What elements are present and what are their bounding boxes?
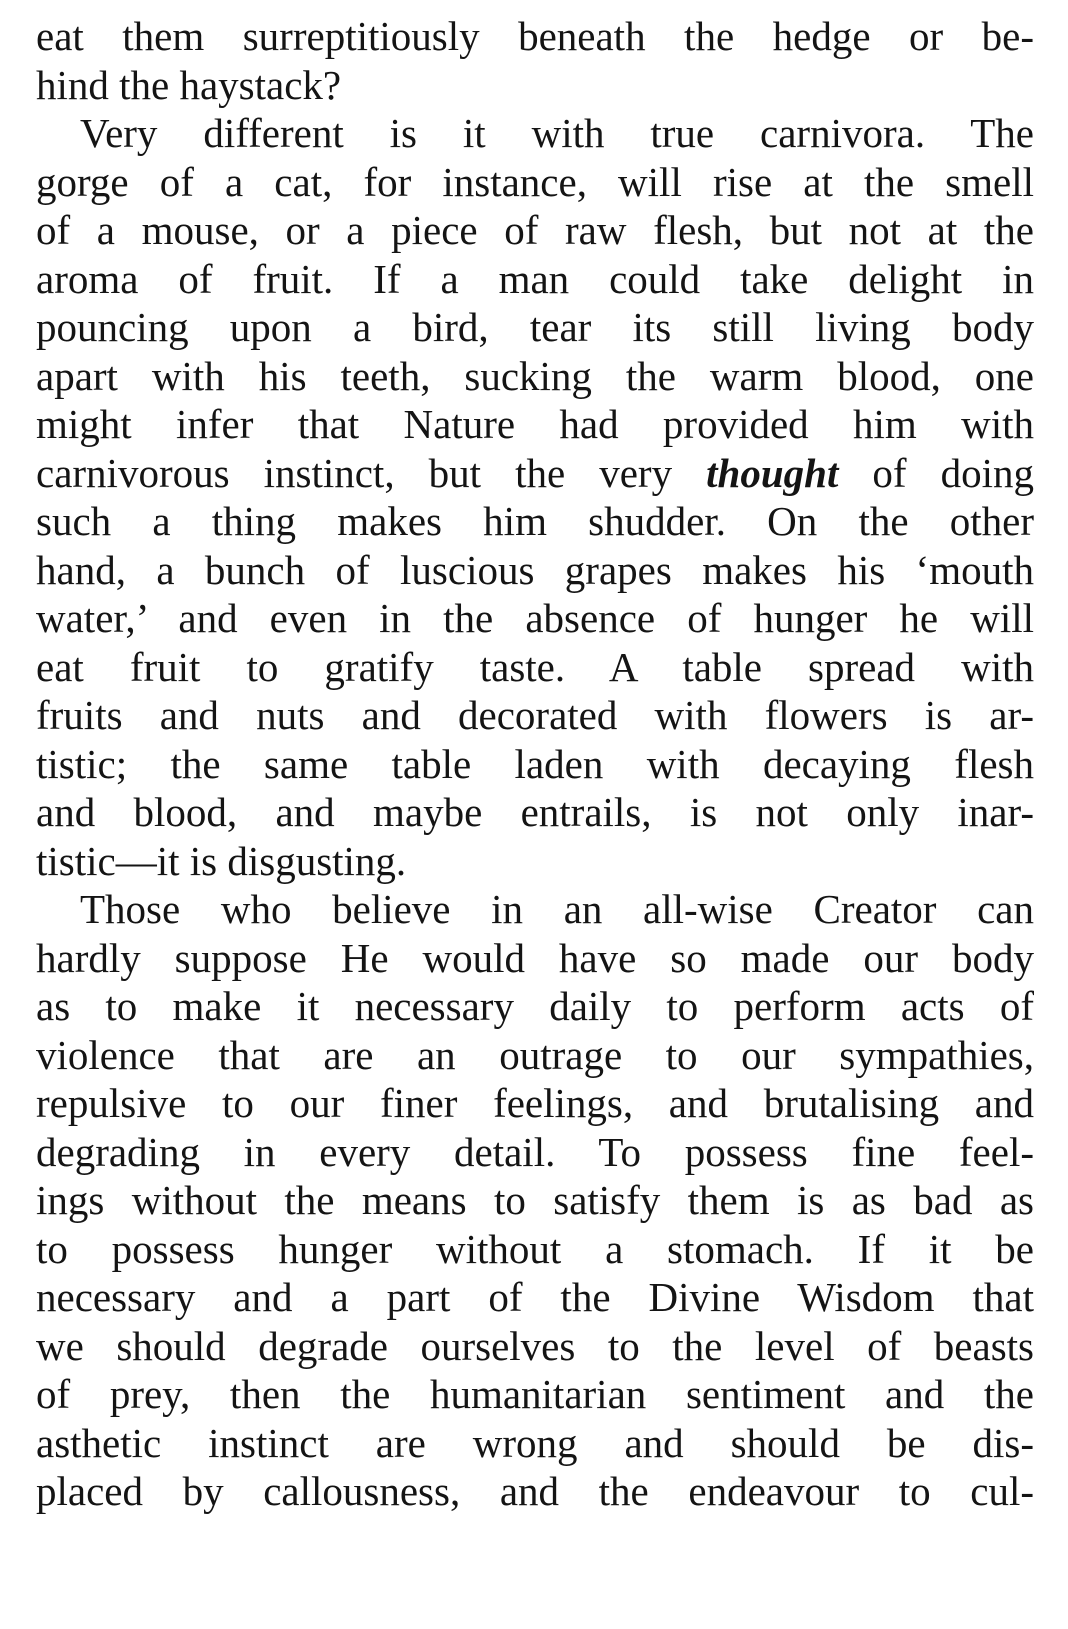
text-line: as to make it necessary daily to perform acts of (36, 983, 1034, 1029)
text-line: pouncing upon a bird, tear its still living body (36, 304, 1034, 350)
text-line: of prey, then the humanitarian sentiment and the (36, 1371, 1034, 1417)
text-line: gorge of a cat, for instance, will rise at the smell (36, 158, 1034, 205)
text-line: of a mouse, or a piece of raw flesh, but not at the (36, 207, 1034, 253)
text-line: Those who believe in an all-wise Creator can (80, 886, 1034, 932)
text-line: we should degrade ourselves to the level of beasts (36, 1322, 1034, 1369)
text-line: degrading in every detail. To possess fine feel- (36, 1128, 1034, 1175)
text-line: Very different is it with true carnivora. The (80, 110, 1034, 156)
text-line: asthetic instinct are wrong and should be dis- (36, 1419, 1034, 1466)
text-line: tistic; the same table laden with decaying flesh (36, 740, 1034, 787)
text-line: ings without the means to satisfy them is as bad as (36, 1177, 1034, 1223)
paragraph-carnivora (36, 109, 1034, 885)
book-page (36, 12, 1034, 1516)
text-line: repulsive to our finer feelings, and brutalising and (36, 1080, 1034, 1126)
text-line: hardly suppose He would have so made our body (36, 934, 1034, 981)
text-line: violence that are an outrage to our sympathies, (36, 1031, 1034, 1078)
text-line: fruits and nuts and decorated with flowers is ar- (36, 692, 1034, 738)
text-line: hind the haystack? (36, 61, 342, 108)
text-line: water,’ and even in the absence of hunger he will (36, 595, 1034, 641)
text-line: aroma of fruit. If a man could take delight in (36, 255, 1034, 302)
paragraph-continuation (36, 12, 1034, 109)
text-line-with-emphasis (36, 449, 1034, 498)
text-line: eat them surreptitiously beneath the hedge or be- (36, 13, 1034, 59)
paragraph-creator (36, 885, 1034, 1516)
text-line: eat fruit to gratify taste. A table spread with (36, 643, 1034, 690)
text-line: hand, a bunch of luscious grapes makes his ‘mouth (36, 546, 1034, 593)
emphasis-thought: thought (706, 449, 839, 496)
text-line: might infer that Nature had provided him with (36, 401, 1034, 447)
text-segment: carnivorous instinct, but the very (36, 449, 707, 496)
text-line: tistic—it is disgusting. (36, 837, 407, 884)
text-line: and blood, and maybe entrails, is not only inar- (36, 789, 1034, 835)
text-segment: of doing (838, 449, 1034, 496)
text-line: to possess hunger without a stomach. If it be (36, 1225, 1034, 1272)
text-line: apart with his teeth, sucking the warm blood, one (36, 352, 1034, 399)
text-line: necessary and a part of the Divine Wisdom that (36, 1274, 1034, 1320)
text-line: placed by callousness, and the endeavour to cul- (36, 1468, 1034, 1514)
text-line: such a thing makes him shudder. On the other (36, 498, 1034, 544)
